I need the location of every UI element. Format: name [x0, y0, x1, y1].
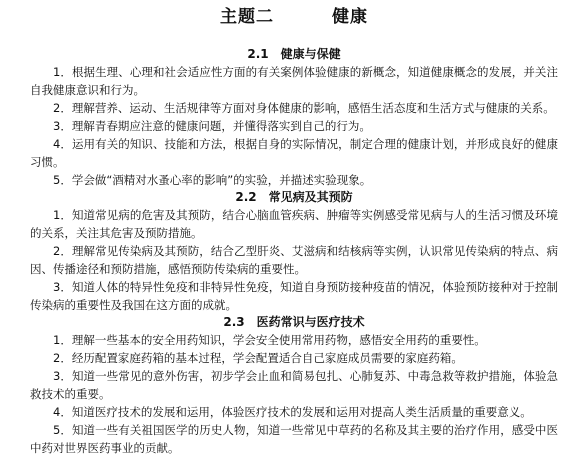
list-item: 5．知道一些有关祖国医学的历史人物，知道一些常见中草药的名称及其主要的治疗作用，感受中医中药对世界医药事业的贡献。: [30, 423, 558, 455]
list-item: 1．理解一些基本的安全用药知识，学会安全使用常用药物，感悟安全用药的重要性。: [53, 333, 486, 347]
list-item: 2．理解营养、运动、生活规律等方面对身体健康的影响，感悟生活态度和生活方式与健康的关系。: [53, 101, 555, 115]
list-item: 1．根据生理、心理和社会适应性方面的有关案例体验健康的新概念，知道健康概念的发展，并关注自我健康意识和行为。: [30, 65, 558, 97]
list-item: 2．经历配置家庭药箱的基本过程，学会配置适合自己家庭成员需要的家庭药箱。: [53, 351, 463, 365]
list-item: 1．知道常见病的危害及其预防，结合心脑血管疾病、肿瘤等实例感受常见病与人的生活习惯及环境的关系，关注其危害及预防措施。: [30, 208, 558, 240]
list-item: 3．知道一些常见的意外伤害，初步学会止血和简易包扎、心肺复苏、中毒急救等救护措施，体验急救技术的重要。: [30, 369, 558, 401]
page-title: [30, 6, 558, 28]
section-number: 2.3: [223, 315, 245, 329]
topic-label: 主题二: [220, 7, 274, 27]
list-item: 2．理解常见传染病及其预防，结合乙型肝炎、艾滋病和结核病等实例，认识常见传染病的特点、病因、传播途径和预防措施，感悟预防传染病的重要性。: [30, 244, 558, 276]
list-item: 5．学会做“酒精对水蚤心率的影响”的实验，并描述实验现象。: [53, 173, 372, 187]
section-heading-2-2: [30, 189, 558, 206]
list-item: 3．知道人体的特异性免疫和非特异性免疫，知道自身预防接种疫苗的情况，体验预防接种对于控制传染病的重要性及我国在这方面的成就。: [30, 280, 558, 312]
section-title: 医药常识与医疗技术: [256, 315, 365, 329]
list-item: 4．运用有关的知识、技能和方法，根据自身的实际情况，制定合理的健康计划，并形成良好的健康习惯。: [30, 137, 558, 169]
section-title: 常见病及其预防: [268, 190, 353, 204]
section-number: 2.2: [235, 190, 257, 204]
list-item: 3．理解青春期应注意的健康问题，并懂得落实到自己的行为。: [53, 119, 371, 133]
section-title: 健康与保健: [280, 47, 341, 61]
list-item: 4．知道医疗技术的发展和运用，体验医疗技术的发展和运用对提高人类生活质量的重要意义。: [53, 405, 532, 419]
section-heading-2-3: [30, 314, 558, 331]
topic-name: 健康: [332, 7, 368, 27]
section-heading-2-1: [30, 46, 558, 63]
section-number: 2.1: [247, 47, 269, 61]
